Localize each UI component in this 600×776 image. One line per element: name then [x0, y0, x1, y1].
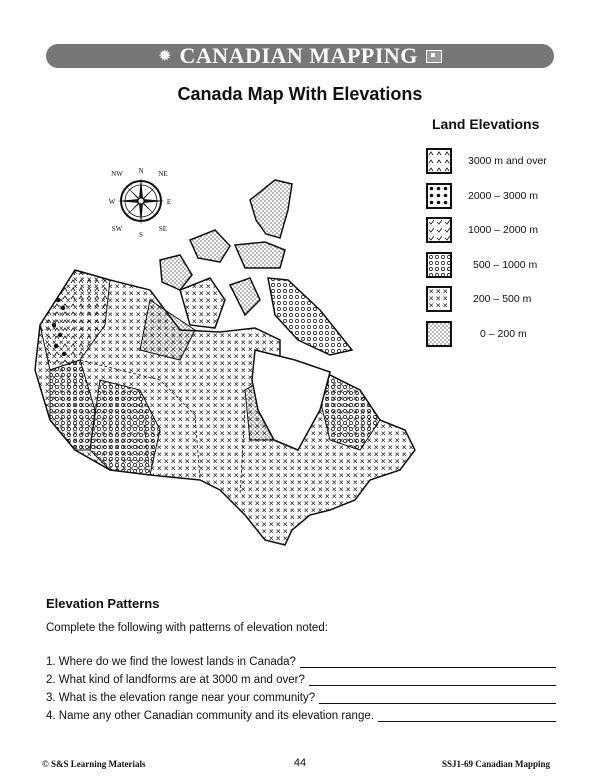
legend-title: Land Elevations: [432, 116, 540, 132]
legend-label: 1000 – 2000 m: [468, 224, 539, 237]
answer-line[interactable]: [309, 673, 556, 686]
page-banner: [46, 44, 554, 68]
legend-label: 0 – 200 m: [480, 327, 527, 340]
canada-elevation-map: [30, 150, 500, 590]
banner-title: CANADIAN MAPPING: [179, 43, 418, 68]
footer-series: SSJ1-69 Canadian Mapping: [441, 759, 550, 769]
question-row: [46, 673, 556, 686]
question-text: 3. What is the elevation range near your community?: [46, 692, 316, 704]
question-row: [46, 655, 556, 668]
page-number: 44: [293, 757, 307, 769]
question-text: 1. Where do we find the lowest lands in Canada?: [46, 656, 296, 668]
page-title: Canada Map With Elevations: [177, 84, 423, 104]
question-row: [46, 691, 556, 704]
maple-leaf-icon: ✹: [158, 48, 172, 65]
svg-text:N: N: [138, 167, 144, 175]
question-text: 4. Name any other Canadian community and its elevation range.: [46, 710, 374, 722]
footer-copyright: © S&S Learning Materials: [42, 759, 146, 769]
svg-text:NE: NE: [158, 170, 168, 178]
instructions-text: Complete the following with patterns of elevation noted:: [46, 622, 328, 634]
legend-label: 500 – 1000 m: [473, 258, 538, 271]
answer-line[interactable]: [378, 709, 556, 722]
svg-text:W: W: [108, 198, 116, 206]
legend-label: 3000 m and over: [468, 155, 547, 168]
svg-text:SW: SW: [111, 225, 123, 233]
question-text: 2. What kind of landforms are at 3000 m and over?: [46, 674, 305, 686]
question-row: [46, 709, 556, 722]
answer-line[interactable]: [319, 691, 556, 704]
legend-label: 2000 – 3000 m: [468, 189, 539, 202]
svg-text:E: E: [166, 198, 172, 206]
flag-icon: [426, 50, 442, 63]
svg-text:S: S: [139, 231, 143, 239]
legend-label: 200 – 500 m: [473, 293, 532, 306]
section-title: Elevation Patterns: [46, 596, 160, 611]
svg-text:SE: SE: [158, 225, 168, 233]
svg-text:NW: NW: [111, 170, 123, 178]
answer-line[interactable]: [300, 655, 556, 668]
